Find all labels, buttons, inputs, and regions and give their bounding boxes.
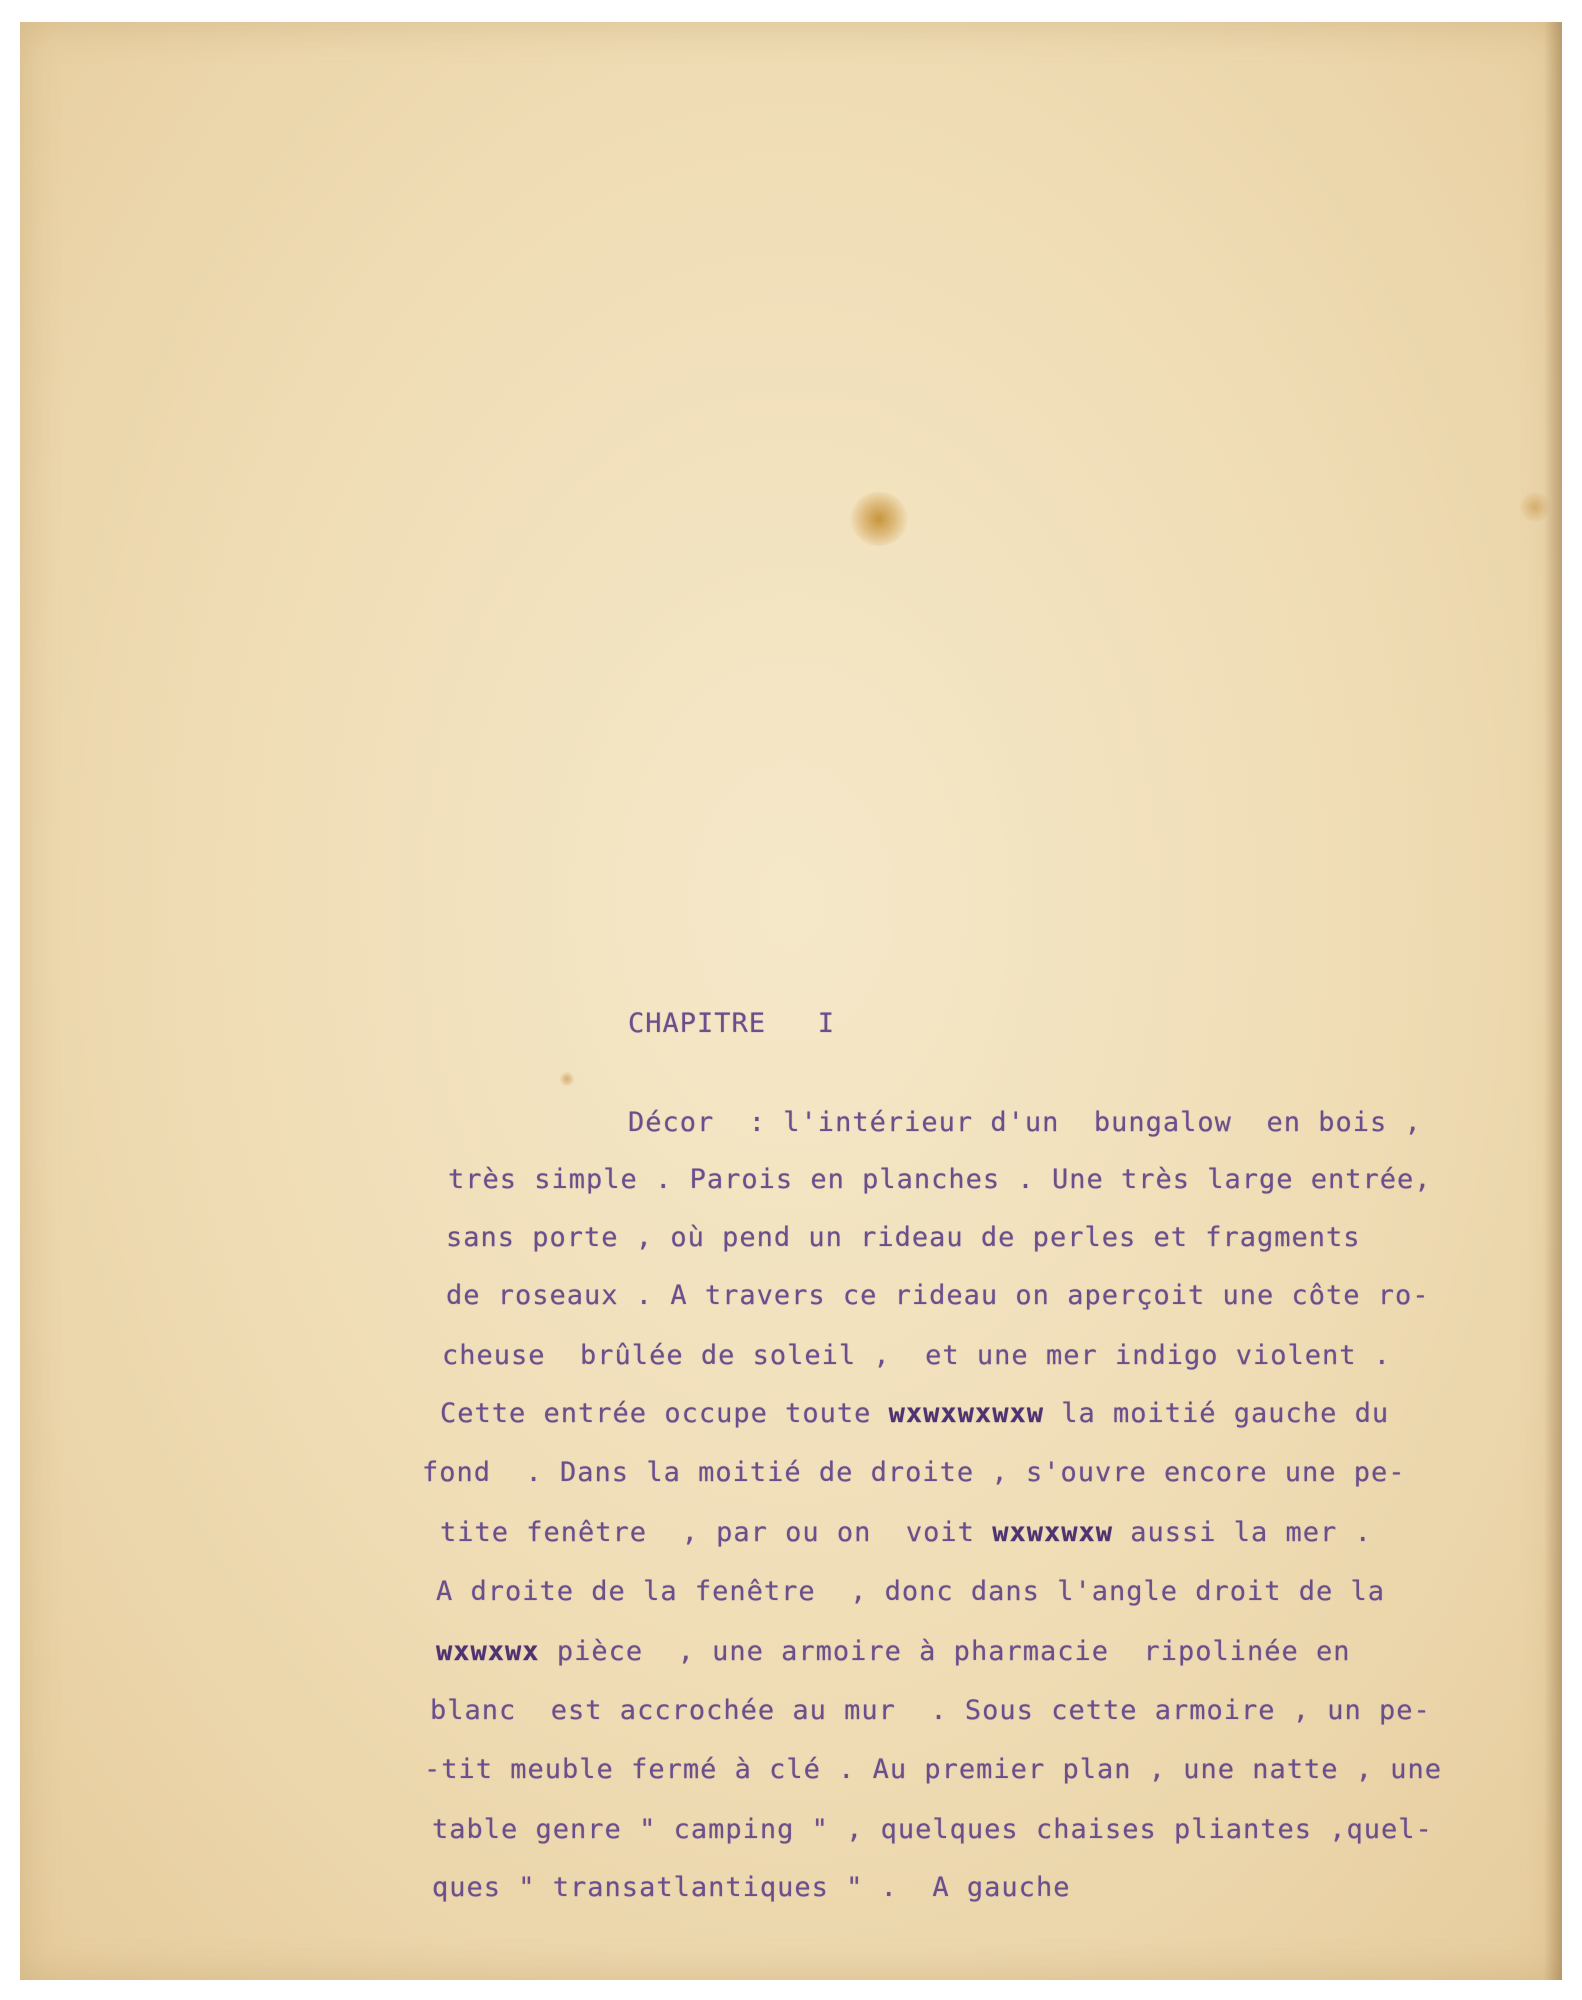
text-line: de roseaux . A travers ce rideau on aperçoit une côte ro-: [446, 1280, 1430, 1311]
text-line: A droite de la fenêtre , donc dans l'angle droit de la: [436, 1576, 1386, 1607]
struck-text: wxwxwxwxw: [888, 1398, 1044, 1429]
text-line: -tit meuble fermé à clé . Au premier plan , une natte , une: [424, 1754, 1443, 1785]
text-line: Décor : l'intérieur d'un bungalow en bois ,: [628, 1107, 1422, 1138]
stain-mark: [560, 1072, 574, 1086]
text-fragment: Cette entrée occupe toute: [440, 1398, 872, 1429]
text-fragment: pièce , une armoire à pharmacie ripolinée en: [556, 1636, 1351, 1667]
text-line: [440, 1517, 1372, 1548]
text-line: [436, 1636, 1351, 1667]
text-line: fond . Dans la moitié de droite , s'ouvre encore une pe-: [422, 1457, 1406, 1488]
text-line: très simple . Parois en planches . Une très large entrée,: [448, 1164, 1432, 1195]
text-line: cheuse brûlée de soleil , et une mer indigo violent .: [442, 1340, 1392, 1371]
struck-text: wxwxwxw: [992, 1517, 1113, 1548]
text-line: blanc est accrochée au mur . Sous cette armoire , un pe-: [430, 1695, 1431, 1726]
struck-text: wxwxwx: [436, 1636, 540, 1667]
text-fragment: tite fenêtre , par ou on voit: [440, 1517, 975, 1548]
paper-sheet: [20, 22, 1562, 1980]
stain-mark: [850, 492, 908, 546]
text-line: sans porte , où pend un rideau de perles et fragments: [446, 1222, 1361, 1253]
text-line: [440, 1398, 1389, 1429]
chapter-heading: CHAPITRE I: [628, 1008, 836, 1039]
text-fragment: la moitié gauche du: [1061, 1398, 1390, 1429]
stain-mark: [1520, 492, 1550, 522]
text-line: table genre " camping " , quelques chaises pliantes ,quel-: [432, 1814, 1433, 1845]
text-line: ques " transatlantiques " . A gauche: [432, 1872, 1071, 1903]
text-fragment: aussi la mer .: [1130, 1517, 1372, 1548]
